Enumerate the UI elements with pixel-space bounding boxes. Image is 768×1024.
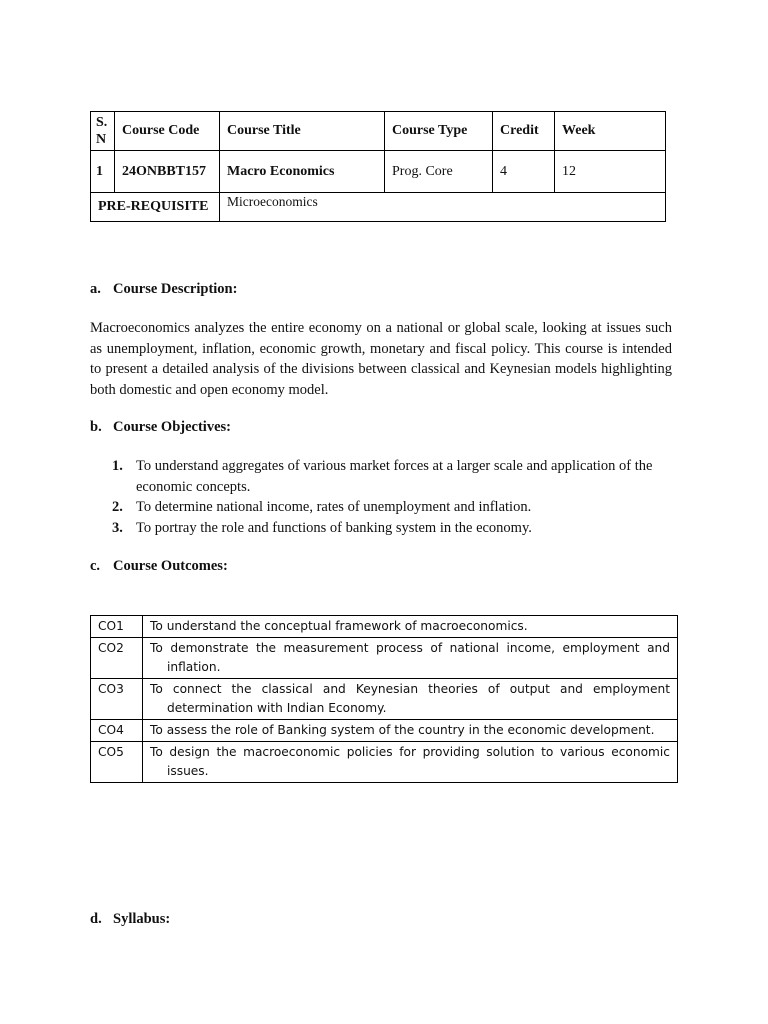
header-week: Week: [555, 112, 666, 151]
section-title: Syllabus:: [113, 911, 171, 927]
section-title: Course Description:: [113, 281, 238, 297]
header-sn: S. N: [91, 112, 115, 151]
outcome-text-content: To design the macroeconomic policies for providing solution to various economic issues.: [150, 745, 670, 778]
outcome-text-content: To assess the role of Banking system of the country in the economic development.: [150, 723, 655, 737]
cell-course-type: Prog. Core: [385, 151, 493, 193]
header-course-title: Course Title: [220, 112, 385, 151]
table-row: [91, 638, 678, 679]
list-item: [112, 518, 672, 539]
cell-week: 12: [555, 151, 666, 193]
section-heading-objectives: [90, 419, 231, 436]
objective-number: 1.: [112, 458, 123, 474]
table-row: [91, 616, 678, 638]
outcome-text: [143, 638, 678, 679]
prerequisite-label: PRE-REQUISITE: [91, 193, 220, 222]
outcome-text: [143, 720, 678, 742]
course-info-table: [90, 111, 666, 222]
objective-text: To determine national income, rates of unemployment and inflation.: [136, 499, 532, 515]
cell-course-title: Macro Economics: [220, 151, 385, 193]
outcome-text-content: To understand the conceptual framework of macroeconomics.: [150, 619, 528, 633]
outcome-id: CO3: [91, 679, 143, 720]
section-marker: c.: [90, 558, 101, 574]
outcome-text: [143, 742, 678, 783]
course-description: Macroeconomics analyzes the entire economy on a national or global scale, looking at issues such as unemployment, inflation, economic growth, monetary and fiscal policy. This course is intended to present a detailed analysis of the divisions between classical and Keynesian models highlighting both domestic and open economy model.: [90, 320, 672, 398]
outcome-id: CO2: [91, 638, 143, 679]
section-marker: b.: [90, 419, 102, 435]
outcome-id: CO1: [91, 616, 143, 638]
cell-course-code: [115, 151, 220, 193]
section-title: Course Objectives:: [113, 419, 231, 435]
outcome-text-content: To demonstrate the measurement process of national income, employment and inflation.: [150, 641, 670, 674]
outcome-id: CO4: [91, 720, 143, 742]
section-heading-syllabus: [90, 911, 170, 928]
header-course-type: Course Type: [385, 112, 493, 151]
table-row: [91, 679, 678, 720]
objectives-list: [112, 456, 672, 538]
table-row: [91, 720, 678, 742]
outcome-text: [143, 679, 678, 720]
list-item: [112, 456, 672, 497]
outcome-id: CO5: [91, 742, 143, 783]
header-course-code: Course Code: [115, 112, 220, 151]
prerequisite-row: [91, 193, 666, 222]
prerequisite-value: Microeconomics: [220, 193, 666, 222]
objective-text: To portray the role and functions of banking system in the economy.: [136, 519, 532, 536]
header-credit: Credit: [493, 112, 555, 151]
cell-sn: 1: [91, 151, 115, 193]
objective-number: 3.: [112, 519, 123, 536]
section-heading-outcomes: [90, 558, 228, 575]
course-table-header-row: [91, 112, 666, 151]
outcome-text: [143, 616, 678, 638]
table-row: [91, 742, 678, 783]
objective-text: To understand aggregates of various market forces at a larger scale and application of the economic concepts.: [136, 458, 653, 495]
course-outcomes-table: [90, 615, 678, 783]
course-code-text: 24ONBBT157: [122, 163, 207, 179]
cell-credit: 4: [493, 151, 555, 193]
outcome-text-content: To connect the classical and Keynesian theories of output and employment determination with Indian Economy.: [150, 682, 670, 715]
objective-number: 2.: [112, 499, 123, 515]
course-table-row: [91, 151, 666, 193]
section-heading-description: [90, 281, 237, 298]
section-marker: a.: [90, 281, 101, 297]
section-marker: d.: [90, 911, 102, 927]
list-item: [112, 497, 672, 518]
section-title: Course Outcomes:: [113, 558, 228, 574]
